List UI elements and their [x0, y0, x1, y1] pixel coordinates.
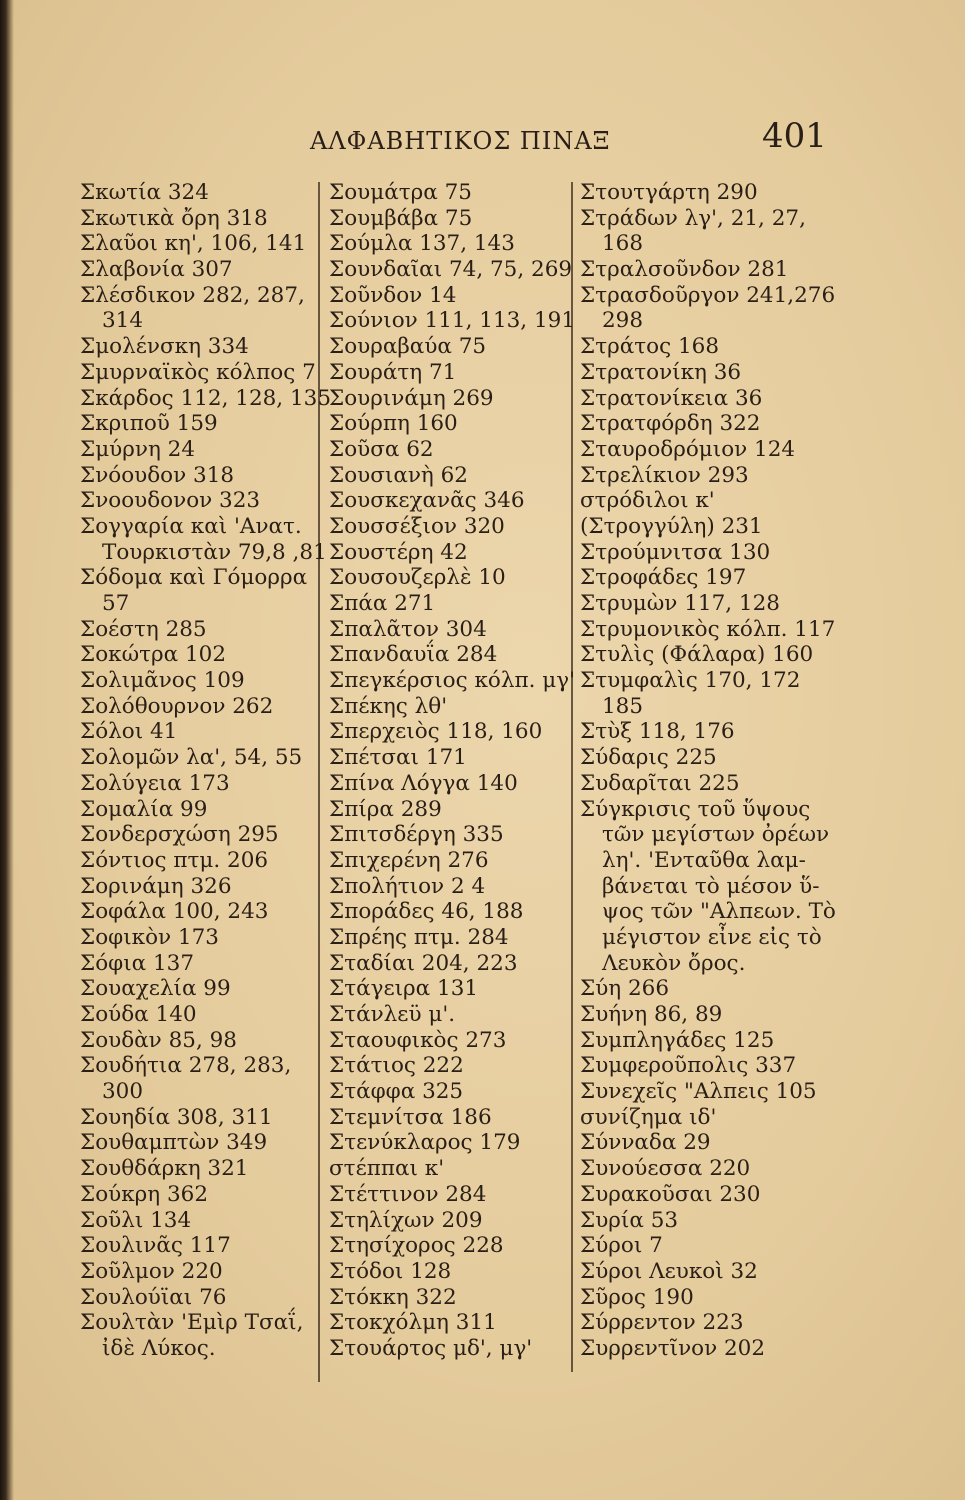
index-entry: Σουμάτρα 75: [329, 180, 472, 205]
index-entry: Σουνδαῖαι 74, 75, 269: [329, 257, 573, 283]
index-entry: Σομαλία 99: [80, 796, 208, 822]
index-entry: 314: [102, 308, 144, 334]
index-entry: Στενύκλαρος 179: [329, 1130, 521, 1156]
index-entry: Σοφάλα 100, 243: [80, 899, 269, 925]
index-entry: Σπαλᾶτον 304: [329, 616, 487, 642]
index-entry: Σῦρος 190: [580, 1284, 694, 1310]
index-entry: Σόδομα καὶ Γόμορρα: [80, 565, 308, 591]
index-entry: στρόδιλοι κ': [580, 488, 715, 514]
index-entry: Σπανδαυΐα 284: [329, 642, 498, 668]
index-entry: Σπίρα 289: [329, 796, 442, 822]
index-entry: Σουαχελία 99: [80, 976, 231, 1002]
index-entry: 168: [602, 231, 644, 257]
index-entry: 185: [602, 693, 644, 719]
index-entry: Συρρεντῖνον 202: [580, 1335, 766, 1361]
index-entry: 57: [102, 591, 130, 616]
index-entry: Σοῦνδον 14: [329, 282, 457, 308]
index-entry: Συήνη 86, 89: [580, 1002, 723, 1027]
index-entry: Στυλὶς (Φάλαρα) 160: [580, 642, 814, 668]
index-entry: Συρακοῦσαι 230: [580, 1181, 761, 1207]
index-column-1: [80, 180, 331, 1362]
index-entry: Σουράτη 71: [329, 359, 457, 385]
index-entry: Σνοουδονον 323: [80, 488, 261, 514]
index-entry: Σύη 266: [580, 976, 670, 1002]
index-entry: Σουσουζερλὲ 10: [329, 565, 506, 591]
index-entry: Σογγαρία καὶ 'Ανατ.: [80, 513, 302, 539]
index-column-3: [580, 180, 836, 1362]
index-entry: Στρασδοῦργον 241,276: [580, 282, 836, 308]
index-entry: (Στρογγύλη) 231: [580, 513, 763, 539]
index-entry: Στοκχόλμη 311: [329, 1310, 497, 1336]
index-entry: Στροφάδες 197: [580, 565, 747, 591]
index-entry: Σοῦλι 134: [80, 1207, 192, 1233]
index-entry: Σύδαρις 225: [580, 745, 717, 771]
index-entry: Σουσσέξιον 320: [329, 513, 505, 539]
index-entry: μέγιστον εἶνε εἰς τὸ: [602, 924, 822, 950]
index-entry: Σολιμᾶνος 109: [80, 668, 245, 694]
index-entry: Σολομῶν λα', 54, 55: [80, 745, 303, 771]
index-entry: Στρούμνιτσα 130: [580, 539, 771, 565]
index-entry: Σουλινᾶς 117: [80, 1233, 231, 1259]
index-entry: Στραλσοῦνδον 281: [580, 257, 789, 283]
index-entry: Σουσιανὴ 62: [329, 462, 468, 488]
index-entry: Στρυμονικὸς κόλπ. 117: [580, 616, 836, 642]
index-entry: Στρελίκιον 293: [580, 462, 749, 488]
index-entry: Σορινάμη 326: [80, 873, 232, 899]
index-entry: Σουλούϊαι 76: [80, 1284, 227, 1310]
index-entry: 300: [102, 1079, 144, 1105]
index-entry: Σουηδία 308, 311: [80, 1104, 273, 1130]
index-entry: Σταουφικὸς 273: [329, 1027, 507, 1053]
index-entry: Στρατφόρδη 322: [580, 411, 761, 437]
index-entry: Σουδήτια 278, 283,: [80, 1053, 292, 1079]
index-entry: Σόφια 137: [80, 950, 195, 976]
index-entry: Σπίνα Λόγγα 140: [329, 770, 518, 796]
index-entry: βάνεται τὸ μέσον ὕ-: [602, 873, 820, 899]
index-entry: ἰδὲ Λύκος.: [102, 1335, 216, 1361]
index-entry: Τουρκιστὰν 79,8 ,81: [102, 539, 327, 565]
index-entry: Στηλίχων 209: [329, 1207, 483, 1233]
index-entry: Σύνναδα 29: [580, 1130, 711, 1156]
index-entry: Σοῦσα 62: [329, 436, 434, 462]
index-entry: Στόδοι 128: [329, 1258, 452, 1284]
index-entry: Σνόουδον 318: [80, 462, 235, 488]
book-spine-shadow: [0, 0, 14, 1500]
index-entry: 298: [602, 308, 644, 334]
index-entry: Σουραβαύα 75: [329, 334, 487, 360]
index-entry: Σονδερσχώση 295: [80, 822, 279, 848]
index-entry: Στρατονίκη 36: [580, 359, 742, 385]
index-entry: Σοῦλμον 220: [80, 1258, 223, 1284]
index-entry: Συρία 53: [580, 1207, 679, 1233]
index-entry: Σουστέρη 42: [329, 539, 468, 565]
index-entry: Σολόθουρνον 262: [80, 693, 274, 719]
index-entry: Σούρπη 160: [329, 411, 458, 437]
index-entry: στέππαι κ': [329, 1156, 445, 1182]
index-column-2: [329, 180, 575, 1362]
index-entry: Συδαρῖται 225: [580, 770, 740, 796]
index-entry: Σόντιος πτμ. 206: [80, 847, 269, 873]
index-entry: Σουθαμπτὼν 349: [80, 1130, 268, 1156]
index-entry: λη'. 'Ενταῦθα λαμ-: [602, 847, 806, 873]
index-entry: Σπέτσαι 171: [329, 745, 467, 771]
index-entry: Σουλτὰν 'Εμὶρ Τσαΐ,: [80, 1310, 304, 1336]
index-entry: Σοφικὸν 173: [80, 924, 219, 950]
index-entry: Συνεχεῖς "Αλπεις 105: [580, 1079, 817, 1105]
index-entry: Σούνιον 111, 113, 191: [329, 308, 576, 334]
index-entry: Σταδίαι 204, 223: [329, 950, 518, 976]
index-entry: Συμφεροῦπολις 337: [580, 1053, 797, 1079]
index-entry: Στόκκη 322: [329, 1284, 457, 1310]
index-entry: Στυμφαλὶς 170, 172: [580, 668, 801, 694]
index-entry: Σουρινάμη 269: [329, 385, 494, 411]
page-title: ΑΛΦΑΒΗΤΙΚΟΣ ΠΙΝΑΞ: [310, 127, 611, 155]
index-entry: Σπάα 271: [329, 591, 436, 616]
index-entry: Σοέστη 285: [80, 616, 207, 642]
index-entry: Λευκὸν ὄρος.: [602, 950, 746, 976]
index-entry: Σπιτσδέργη 335: [329, 822, 504, 848]
index-entry: Σπολήτιον 2 4: [329, 873, 486, 899]
index-entry: Συνούεσσα 220: [580, 1156, 751, 1182]
index-entry: τῶν μεγίστων ὀρέων: [602, 822, 830, 848]
index-entry: Σλαῦοι κη', 106, 141: [80, 231, 307, 257]
index-entry: Στράτος 168: [580, 334, 720, 360]
index-entry: Σούκρη 362: [80, 1181, 209, 1207]
index-entry: Σκωτία 324: [80, 180, 209, 205]
index-entry: Στέττινον 284: [329, 1181, 487, 1207]
index-entry: Σουδὰν 85, 98: [80, 1027, 237, 1053]
index-entry: Σκριποῦ 159: [80, 411, 218, 437]
index-entry: Συμπληγάδες 125: [580, 1027, 775, 1053]
index-entry: Σκωτικὰ ὄρη 318: [80, 205, 268, 231]
index-entry: Σοκώτρα 102: [80, 642, 227, 668]
index-entry: Στάτιος 222: [329, 1053, 464, 1079]
index-entry: Σύροι Λευκοὶ 32: [580, 1258, 758, 1284]
index-entry: Σπερχειὸς 118, 160: [329, 719, 543, 745]
page-number: 401: [762, 116, 827, 156]
index-entry: Σπρέης πτμ. 284: [329, 924, 509, 950]
index-entry: Σλέσδικον 282, 287,: [80, 282, 305, 308]
index-entry: Σόλοι 41: [80, 719, 178, 745]
index-entry: Στάγειρα 131: [329, 976, 479, 1002]
index-entry: Στρυμὼν 117, 128: [580, 591, 780, 616]
index-entry: Σπέκης λθ': [329, 693, 448, 719]
index-entry: Στάνλεϋ μ'.: [329, 1002, 456, 1027]
index-entry: ψος τῶν "Αλπεων. Τὸ: [602, 899, 836, 925]
index-entry: Στουτγάρτη 290: [580, 180, 758, 205]
index-entry: Σποράδες 46, 188: [329, 899, 524, 925]
index-entry: Σμύρνη 24: [80, 436, 196, 462]
index-entry: Στουάρτος μδ', μγ': [329, 1335, 533, 1361]
index-entry: Σύγκρισις τοῦ ὕψους: [580, 796, 811, 822]
index-entry: συνίζημα ιδ': [580, 1104, 717, 1130]
index-entry: Στάφφα 325: [329, 1079, 464, 1105]
index-entry: Σλαβονία 307: [80, 257, 233, 283]
index-entry: Σολύγεια 173: [80, 770, 230, 796]
index-entry: Σπεγκέρσιος κόλπ. μγ': [329, 668, 576, 694]
index-entry: Σύρρεντον 223: [580, 1310, 744, 1336]
index-entry: Σουθδάρκη 321: [80, 1156, 249, 1182]
index-entry: Σύροι 7: [580, 1233, 663, 1259]
index-entry: Στρατονίκεια 36: [580, 385, 763, 411]
index-entry: Σμυρναϊκὸς κόλπος 7: [80, 359, 316, 385]
index-entry: Στησίχορος 228: [329, 1233, 504, 1259]
index-entry: Στὺξ 118, 176: [580, 719, 735, 745]
index-entry: Σμολένσκη 334: [80, 334, 249, 360]
index-entry: Σκάρδος 112, 128, 135: [80, 385, 332, 411]
index-entry: Στράδων λγ', 21, 27,: [580, 205, 806, 231]
index-entry: Σουσκεχανᾶς 346: [329, 488, 525, 514]
index-entry: Σταυροδρόμιον 124: [580, 436, 796, 462]
index-entry: Σούμλα 137, 143: [329, 231, 515, 257]
index-entry: Σούδα 140: [80, 1002, 197, 1027]
index-entry: Σπιχερένη 276: [329, 847, 489, 873]
index-entry: Στεμνίτσα 186: [329, 1104, 492, 1130]
index-entry: Σουμβάβα 75: [329, 205, 473, 231]
